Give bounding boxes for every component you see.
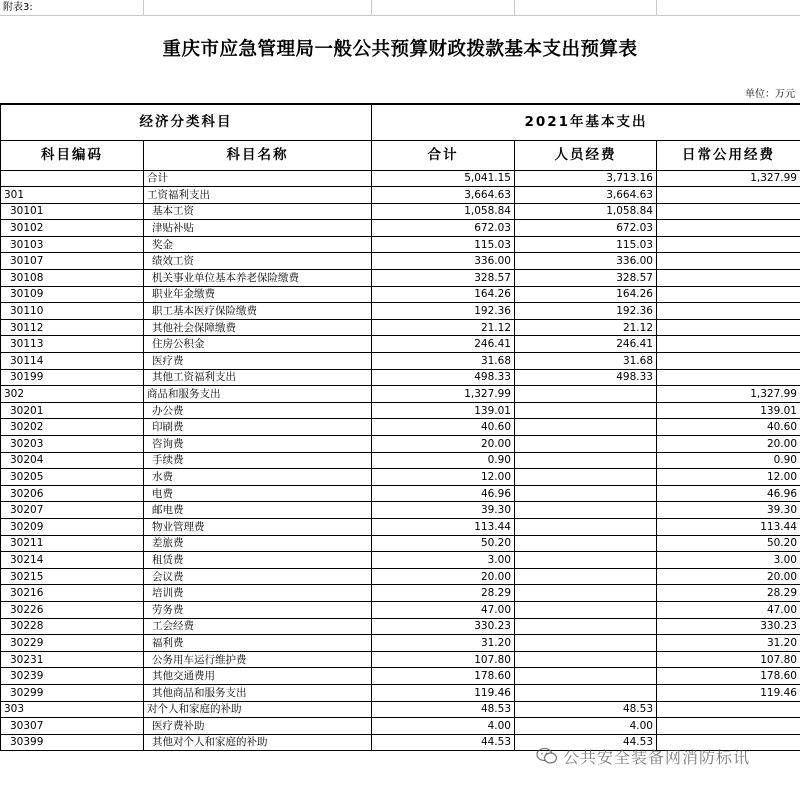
row-total: 139.01 [372,402,515,419]
table-row [1,170,800,187]
table-row [1,452,800,469]
row-code: 302 [1,386,144,403]
row-total: 31.68 [372,353,515,370]
row-public: 1,327.99 [657,170,800,187]
row-name: 物业管理费 [144,518,372,535]
row-public [657,303,800,320]
row-public: 31.20 [657,635,800,652]
row-total: 1,058.84 [372,203,515,220]
row-personnel [515,635,657,652]
row-personnel [515,568,657,585]
row-personnel: 21.12 [515,319,657,336]
row-total: 498.33 [372,369,515,386]
table-row [1,203,800,220]
table-row [1,253,800,270]
table-row [1,386,800,403]
row-personnel: 4.00 [515,718,657,735]
row-personnel [515,386,657,403]
row-name: 工资福利支出 [144,187,372,204]
row-personnel [515,585,657,602]
table-row [1,552,800,569]
header-public: 日常公用经费 [657,140,800,170]
row-name: 邮电费 [144,502,372,519]
row-public [657,236,800,253]
row-public [657,253,800,270]
row-personnel: 672.03 [515,220,657,237]
row-total: 164.26 [372,286,515,303]
row-personnel [515,684,657,701]
row-public: 28.29 [657,585,800,602]
row-public [657,369,800,386]
table-row [1,568,800,585]
row-name: 其他对个人和家庭的补助 [144,734,372,751]
row-total: 1,327.99 [372,386,515,403]
row-total: 48.53 [372,701,515,718]
row-name: 职工基本医疗保险缴费 [144,303,372,320]
watermark-text: 公共安全装备网消防标讯 [563,747,751,767]
row-personnel: 246.41 [515,336,657,353]
row-name: 其他交通费用 [144,668,372,685]
table-row [1,601,800,618]
row-personnel: 3,664.63 [515,187,657,204]
row-total: 4.00 [372,718,515,735]
row-total: 3.00 [372,552,515,569]
row-total: 40.60 [372,419,515,436]
cell-divider [143,0,144,15]
row-total: 113.44 [372,518,515,535]
row-code: 30205 [1,469,144,486]
row-personnel [515,436,657,453]
row-personnel: 1,058.84 [515,203,657,220]
row-personnel [515,651,657,668]
row-personnel [515,601,657,618]
row-code: 30211 [1,535,144,552]
row-name: 对个人和家庭的补助 [144,701,372,718]
table-row [1,651,800,668]
row-public: 107.80 [657,651,800,668]
row-name: 合计 [144,170,372,187]
row-code: 30307 [1,718,144,735]
row-code: 30112 [1,319,144,336]
row-name: 奖金 [144,236,372,253]
table-row [1,369,800,386]
row-personnel [515,402,657,419]
table-row [1,635,800,652]
row-public [657,187,800,204]
table-row [1,618,800,635]
row-personnel [515,535,657,552]
row-code: 301 [1,187,144,204]
table-row [1,270,800,287]
header-category-group: 经济分类科目 [1,104,372,140]
row-name: 劳务费 [144,601,372,618]
row-personnel [515,618,657,635]
row-public [657,353,800,370]
row-code: 30226 [1,601,144,618]
row-public: 0.90 [657,452,800,469]
row-personnel: 44.53 [515,734,657,751]
row-code: 30231 [1,651,144,668]
row-name: 差旅费 [144,535,372,552]
row-name: 其他社会保障缴费 [144,319,372,336]
row-personnel: 31.68 [515,353,657,370]
row-total: 3,664.63 [372,187,515,204]
annex-label: 附表3: [3,2,33,13]
row-public: 119.46 [657,684,800,701]
row-name: 医疗费补助 [144,718,372,735]
table-row [1,718,800,735]
unit-label: 单位：万元 [745,89,795,100]
table-row [1,535,800,552]
row-total: 5,041.15 [372,170,515,187]
row-code: 30202 [1,419,144,436]
row-public: 46.96 [657,485,800,502]
row-code: 30201 [1,402,144,419]
row-total: 328.57 [372,270,515,287]
row-code [1,170,144,187]
table-row [1,319,800,336]
row-code: 30399 [1,734,144,751]
row-total: 330.23 [372,618,515,635]
row-public [657,701,800,718]
row-name: 公务用车运行维护费 [144,651,372,668]
row-public [657,718,800,735]
row-public: 113.44 [657,518,800,535]
row-public: 178.60 [657,668,800,685]
row-public: 20.00 [657,436,800,453]
row-name: 工会经费 [144,618,372,635]
row-code: 30239 [1,668,144,685]
row-name: 商品和服务支出 [144,386,372,403]
row-code: 30103 [1,236,144,253]
row-personnel [515,452,657,469]
row-personnel: 498.33 [515,369,657,386]
table-row [1,336,800,353]
table-row [1,684,800,701]
row-public [657,286,800,303]
row-code: 30110 [1,303,144,320]
row-name: 培训费 [144,585,372,602]
row-code: 30107 [1,253,144,270]
row-name: 医疗费 [144,353,372,370]
row-personnel: 328.57 [515,270,657,287]
table-row [1,701,800,718]
row-personnel [515,668,657,685]
table-row [1,668,800,685]
row-personnel [515,518,657,535]
row-code: 303 [1,701,144,718]
cell-divider [514,0,515,15]
header-total: 合计 [372,140,515,170]
row-public: 20.00 [657,568,800,585]
row-personnel [515,469,657,486]
row-name: 办公费 [144,402,372,419]
row-public: 50.20 [657,535,800,552]
table-row [1,469,800,486]
table-row [1,436,800,453]
header-row-columns [1,140,800,170]
row-name: 福利费 [144,635,372,652]
row-total: 47.00 [372,601,515,618]
table-row [1,402,800,419]
row-public [657,220,800,237]
row-personnel [515,485,657,502]
row-code: 30108 [1,270,144,287]
row-name: 水费 [144,469,372,486]
row-name: 住房公积金 [144,336,372,353]
row-code: 30207 [1,502,144,519]
row-total: 21.12 [372,319,515,336]
watermark [536,742,798,770]
row-personnel: 48.53 [515,701,657,718]
row-code: 30299 [1,684,144,701]
table-row [1,585,800,602]
row-name: 手续费 [144,452,372,469]
table-row [1,518,800,535]
row-public [657,319,800,336]
row-name: 会议费 [144,568,372,585]
row-name: 津贴补贴 [144,220,372,237]
row-name: 职业年金缴费 [144,286,372,303]
row-total: 20.00 [372,568,515,585]
row-total: 0.90 [372,452,515,469]
row-total: 28.29 [372,585,515,602]
row-personnel [515,419,657,436]
row-code: 30113 [1,336,144,353]
row-code: 30199 [1,369,144,386]
cell-divider [371,0,372,15]
row-name: 基本工资 [144,203,372,220]
row-public: 330.23 [657,618,800,635]
row-public: 1,327.99 [657,386,800,403]
row-total: 12.00 [372,469,515,486]
page-title: 重庆市应急管理局一般公共预算财政拨款基本支出预算表 [162,39,638,60]
row-code: 30206 [1,485,144,502]
row-total: 39.30 [372,502,515,519]
cell-divider [656,0,657,15]
row-total: 178.60 [372,668,515,685]
row-name: 其他商品和服务支出 [144,684,372,701]
row-public: 39.30 [657,502,800,519]
header-row-group [1,104,800,140]
row-code: 30102 [1,220,144,237]
table-row [1,236,800,253]
table-row [1,353,800,370]
row-total: 31.20 [372,635,515,652]
row-code: 30114 [1,353,144,370]
row-total: 107.80 [372,651,515,668]
table-row [1,303,800,320]
row-total: 672.03 [372,220,515,237]
row-code: 30109 [1,286,144,303]
row-public: 12.00 [657,469,800,486]
row-code: 30101 [1,203,144,220]
header-personnel: 人员经费 [515,140,657,170]
table-row [1,419,800,436]
row-personnel [515,502,657,519]
row-code: 30203 [1,436,144,453]
row-code: 30229 [1,635,144,652]
row-public [657,203,800,220]
row-code: 30214 [1,552,144,569]
table-row [1,502,800,519]
table-row [1,286,800,303]
row-total: 115.03 [372,236,515,253]
row-personnel [515,552,657,569]
row-personnel: 164.26 [515,286,657,303]
row-name: 绩效工资 [144,253,372,270]
row-public [657,336,800,353]
row-public [657,270,800,287]
row-total: 192.36 [372,303,515,320]
row-name: 租赁费 [144,552,372,569]
header-name: 科目名称 [144,140,372,170]
row-public: 139.01 [657,402,800,419]
row-total: 46.96 [372,485,515,502]
row-code: 30215 [1,568,144,585]
row-name: 电费 [144,485,372,502]
row-total: 44.53 [372,734,515,751]
row-personnel: 192.36 [515,303,657,320]
row-total: 50.20 [372,535,515,552]
spreadsheet-top-row [0,0,800,16]
row-name: 咨询费 [144,436,372,453]
row-public: 3.00 [657,552,800,569]
row-code: 30209 [1,518,144,535]
row-name: 印刷费 [144,419,372,436]
header-code: 科目编码 [1,140,144,170]
row-name: 机关事业单位基本养老保险缴费 [144,270,372,287]
row-total: 336.00 [372,253,515,270]
row-code: 30216 [1,585,144,602]
table-row [1,220,800,237]
table-row [1,485,800,502]
row-total: 119.46 [372,684,515,701]
row-name: 其他工资福利支出 [144,369,372,386]
row-code: 30228 [1,618,144,635]
table-row [1,187,800,204]
row-public: 40.60 [657,419,800,436]
budget-table [0,103,800,751]
row-code: 30204 [1,452,144,469]
row-personnel: 3,713.16 [515,170,657,187]
row-personnel: 115.03 [515,236,657,253]
row-personnel: 336.00 [515,253,657,270]
wechat-icon [536,747,558,765]
header-expense-group: 2021年基本支出 [372,104,800,140]
row-total: 246.41 [372,336,515,353]
row-public: 47.00 [657,601,800,618]
row-total: 20.00 [372,436,515,453]
